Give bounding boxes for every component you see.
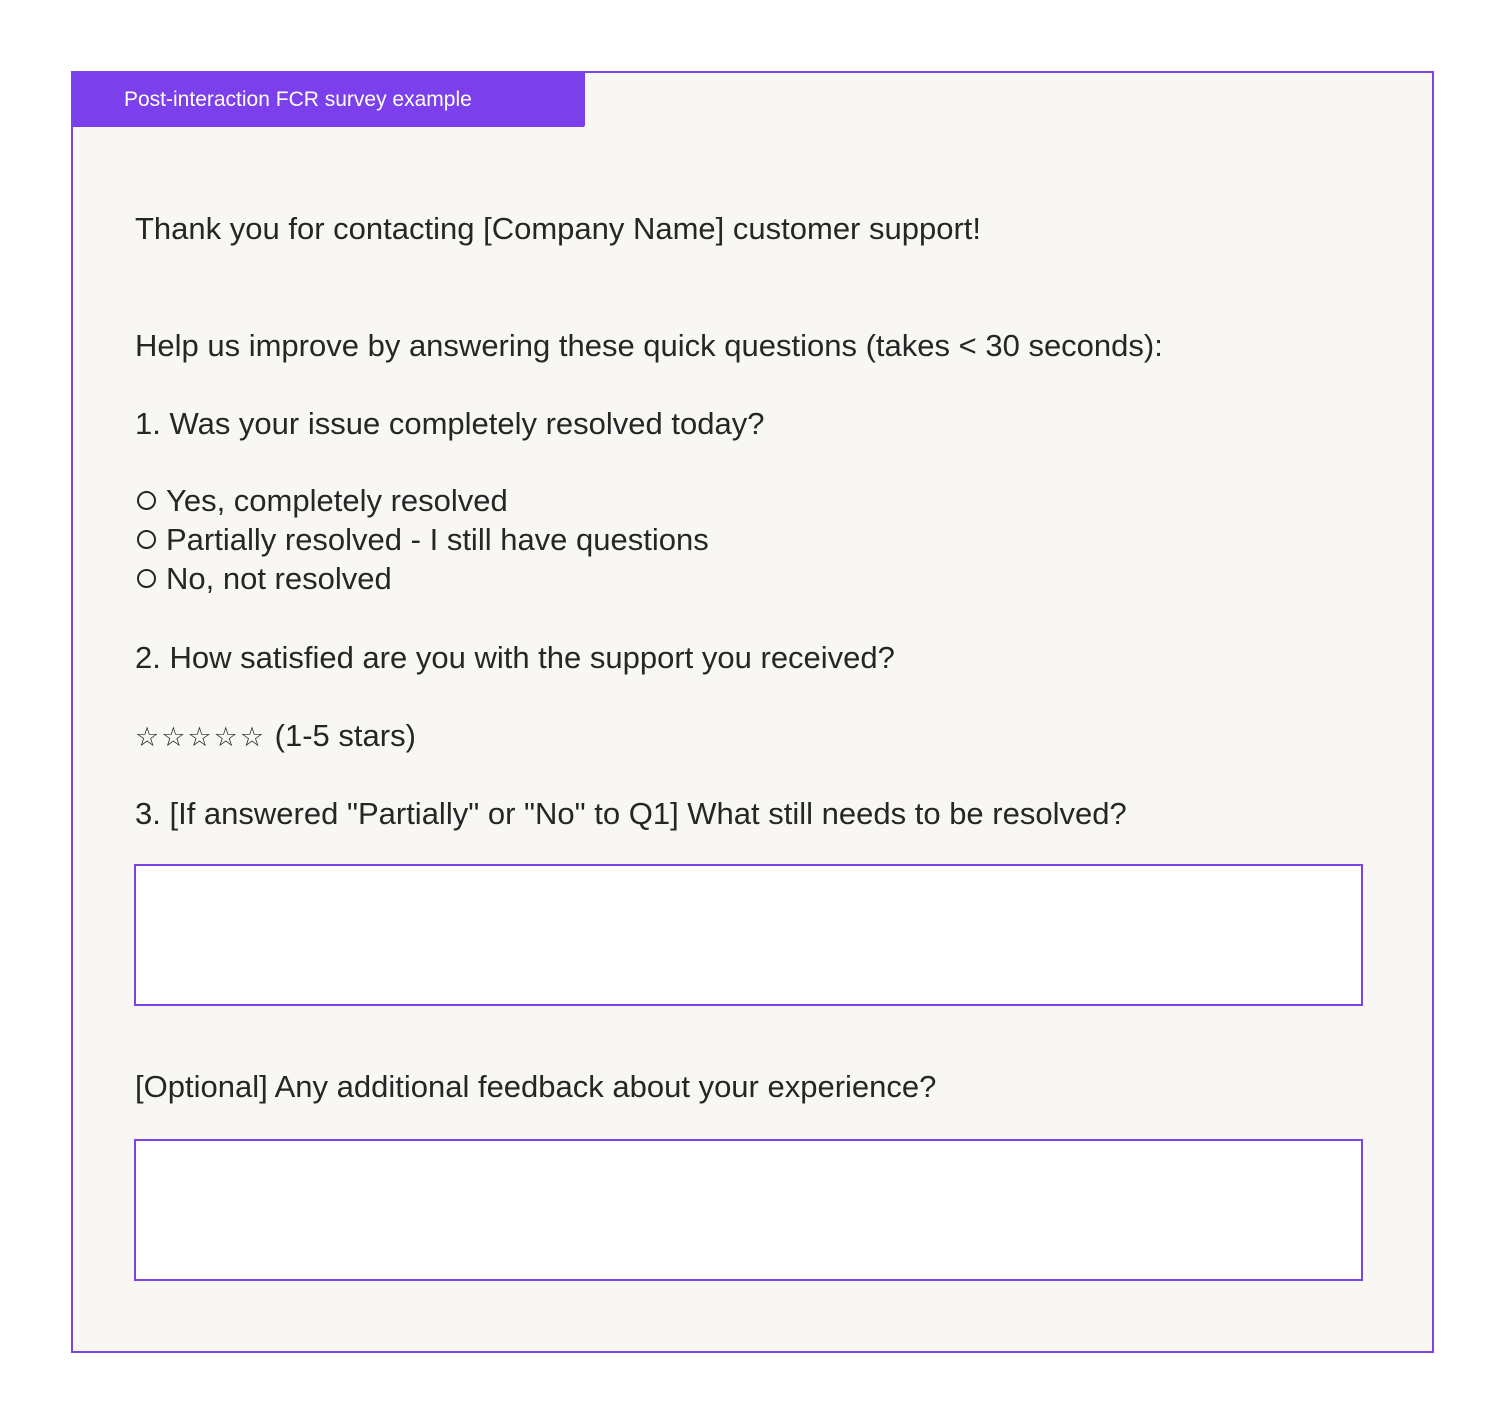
q3-answer-textarea[interactable] xyxy=(134,864,1363,1006)
q3-question: 3. [If answered "Partially" or "No" to Q1] What still needs to be resolved? xyxy=(135,796,1127,831)
radio-icon[interactable] xyxy=(137,530,156,549)
q2-question: 2. How satisfied are you with the support you received? xyxy=(135,640,895,675)
survey-card xyxy=(71,71,1434,1353)
option-label: Partially resolved - I still have questions xyxy=(166,522,709,557)
star-rating-icons[interactable]: ☆☆☆☆☆ xyxy=(135,722,267,752)
rating-scale-label: (1-5 stars) xyxy=(274,718,416,753)
feedback-textarea[interactable] xyxy=(134,1139,1363,1281)
q1-option-no[interactable] xyxy=(135,559,392,598)
option-label: No, not resolved xyxy=(166,561,392,596)
q1-option-partial[interactable] xyxy=(135,520,709,559)
q1-question: 1. Was your issue completely resolved today? xyxy=(135,406,765,441)
q4-question: [Optional] Any additional feedback about your experience? xyxy=(135,1069,937,1104)
radio-icon[interactable] xyxy=(137,491,156,510)
intro-text: Help us improve by answering these quick questions (takes < 30 seconds): xyxy=(135,328,1163,363)
greeting-text: Thank you for contacting [Company Name] customer support! xyxy=(135,211,982,246)
survey-title-tab: Post-interaction FCR survey example xyxy=(73,73,585,127)
radio-icon[interactable] xyxy=(137,569,156,588)
q2-rating xyxy=(135,716,416,757)
option-label: Yes, completely resolved xyxy=(166,483,508,518)
q1-option-yes[interactable] xyxy=(135,481,508,520)
